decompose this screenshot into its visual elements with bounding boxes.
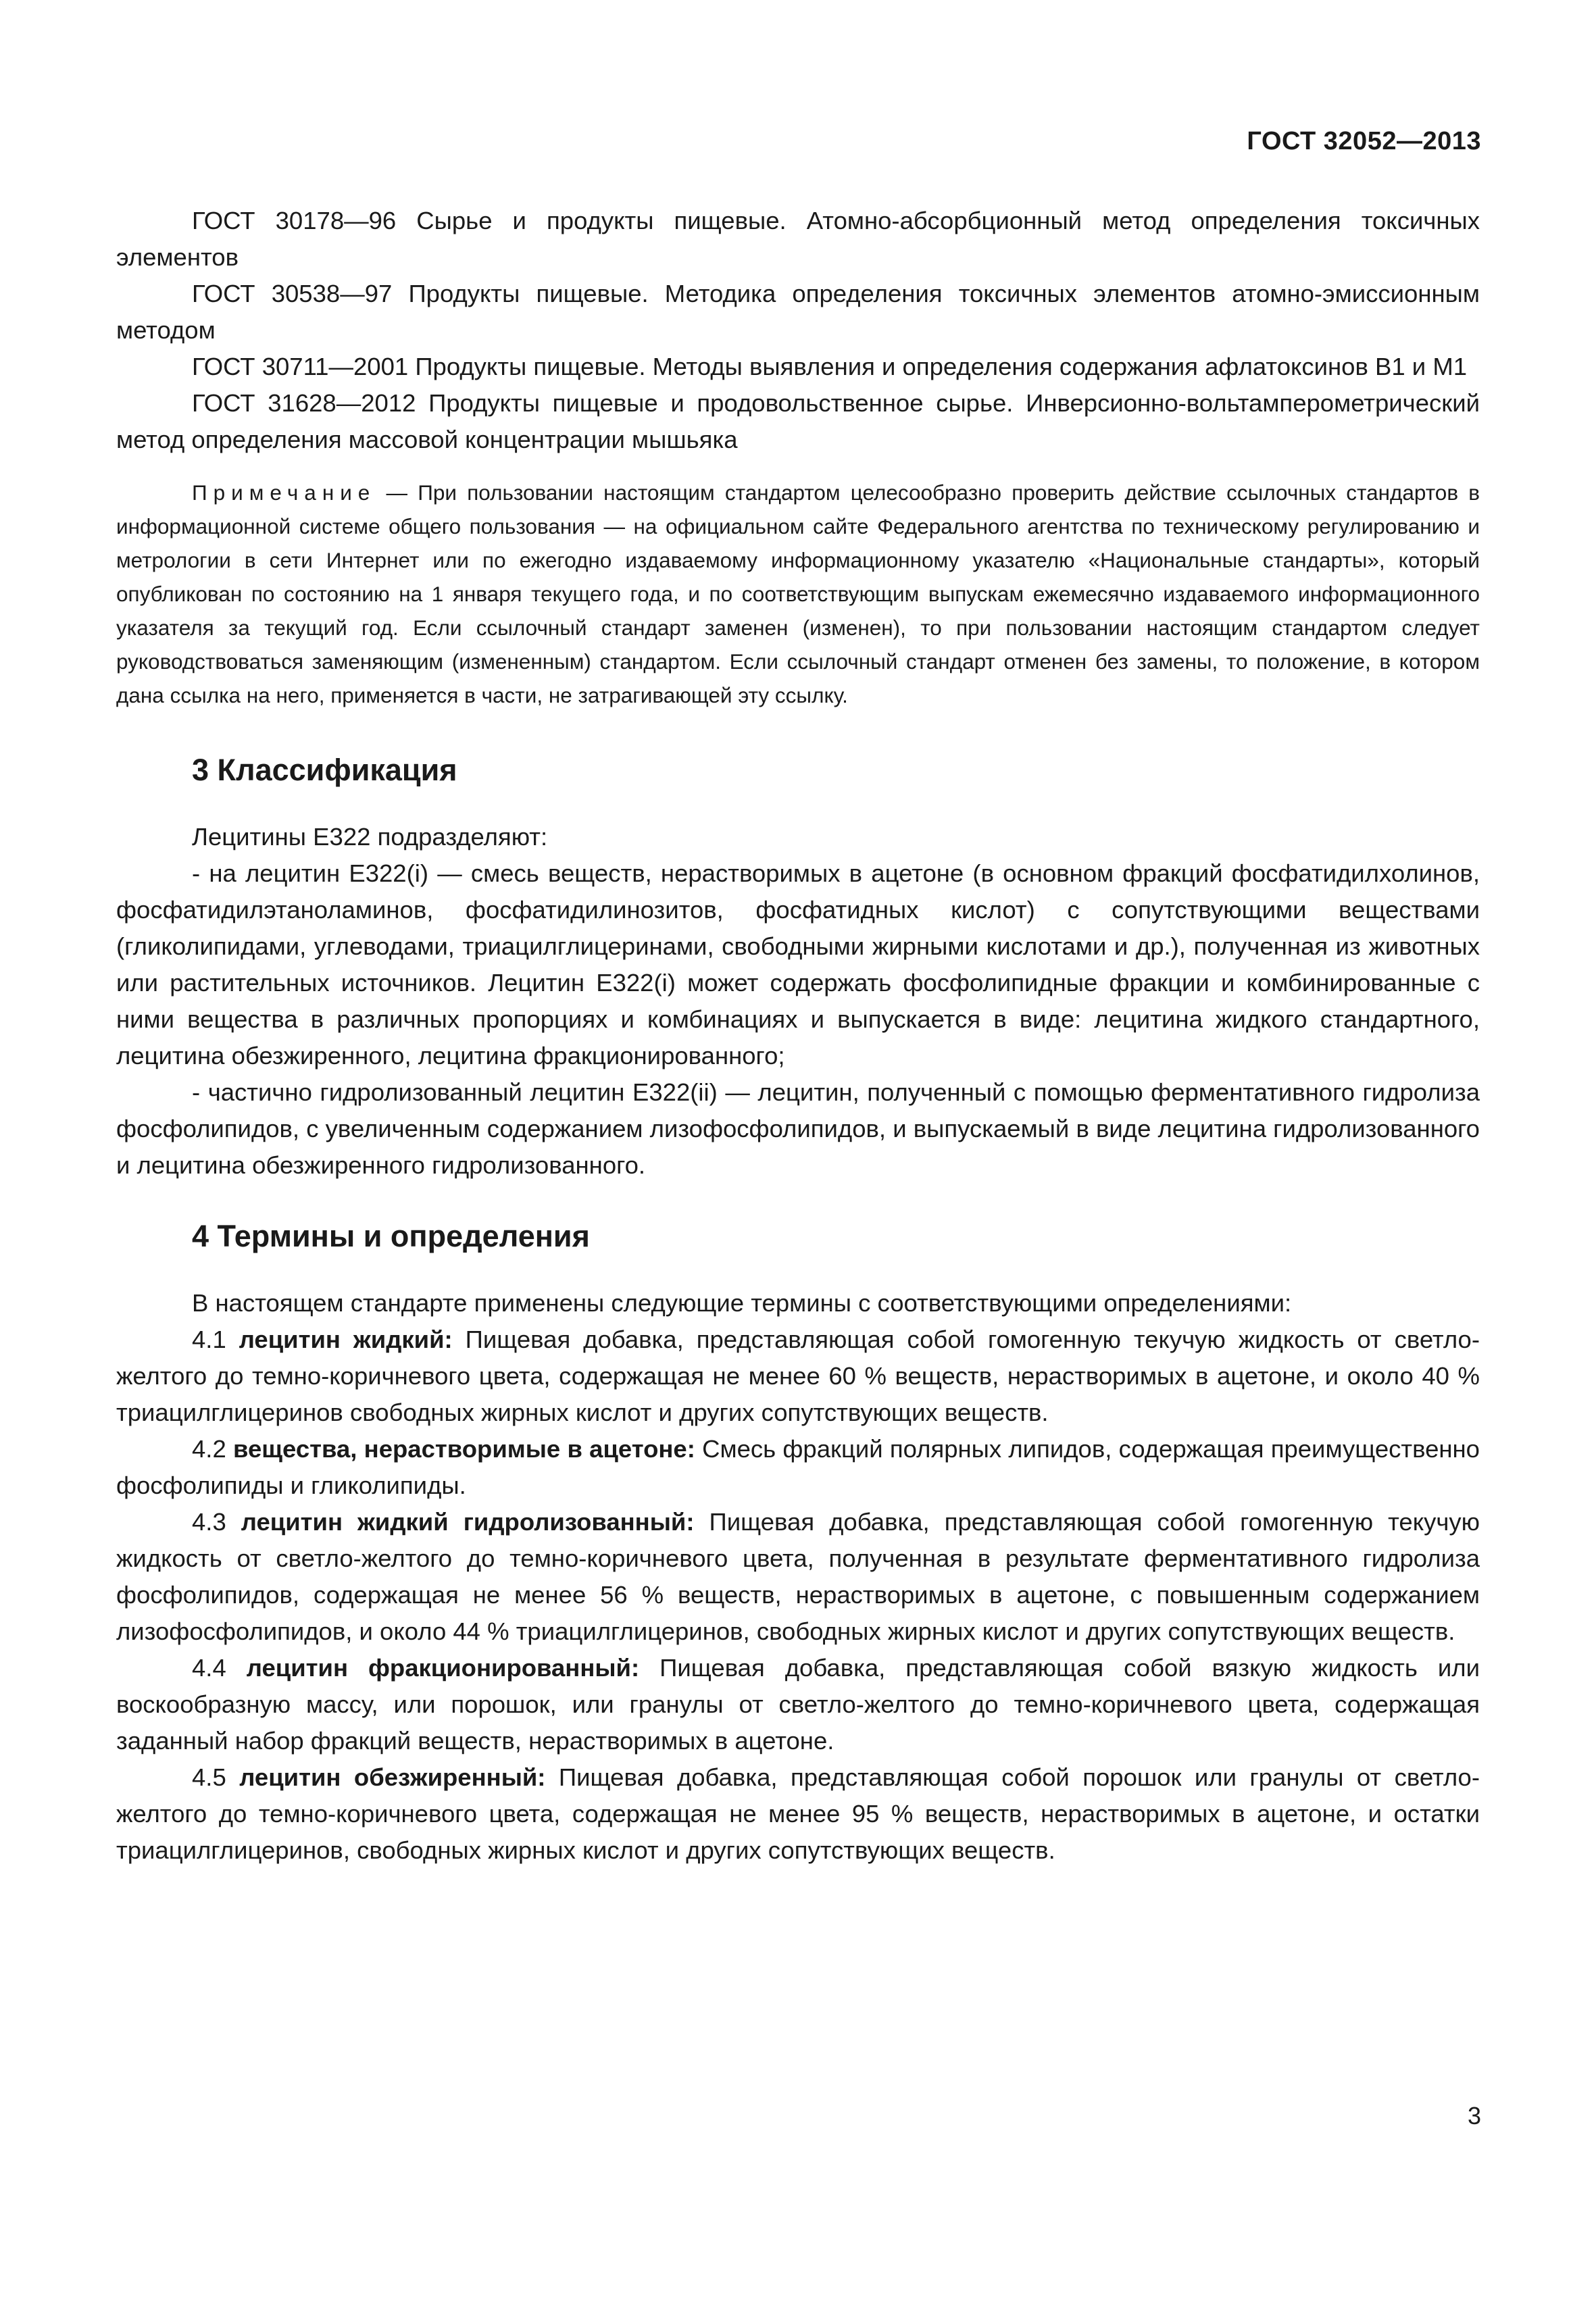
term-definition: Смесь фракций полярных липидов, содержащая преимущественно фосфолипиды и гликолипиды. — [116, 1435, 1480, 1499]
term-definition: Пищевая добавка, представляющая собой гомогенную текучую жидкость от светло-желтого до темно-коричневого цвета, полученная в результате ферментативного гидролиза фосфолипидов, содержащая не менее 56 % веществ, нерастворимых в ацетоне, с повышенным содержанием лизофосфолипидов, и около 44 % триацилглицеринов, свободных жирных кислот и других сопутствующих веществ. — [116, 1508, 1480, 1645]
section-3-intro: Лецитины Е322 подразделяют: — [192, 823, 548, 851]
section-4-intro: В настоящем стандарте применены следующие термины с соответствующими определениями: — [192, 1289, 1292, 1317]
page-content — [116, 203, 1480, 1869]
term-number: 4.3 — [192, 1508, 241, 1536]
section-4-heading: 4 Термины и определения — [192, 1219, 590, 1253]
note-text: — При пользовании настоящим стандартом целесообразно проверить действие ссылочных стандартов в информационной системе общего пользования — на официальном сайте Федерального агентства по техническому регулированию и метрологии в сети Интернет или по ежегодно издаваемому информационному указателю «Национальные стандарты», который опубликован по состоянию на 1 января текущего года, и по соответствующим выпускам ежемесячно издаваемого информационного указателя за текущий год. Если ссылочный стандарт заменен (изменен), то при пользовании настоящим стандартом следует руководствоваться заменяющим (измененным) стандартом. Если ссылочный стандарт отменен без замены, то положение, в котором дана ссылка на него, применяется в части, не затрагивающей эту ссылку. — [116, 480, 1480, 707]
note-paragraph — [116, 476, 1480, 712]
term-definition: Пищевая добавка, представляющая собой гомогенную текучую жидкость от светло-желтого до темно-коричневого цвета, содержащая не менее 60 % веществ, нерастворимых в ацетоне, и около 40 % триацилглицеринов свободных жирных кислот и других сопутствующих веществ. — [116, 1326, 1480, 1426]
page-number: 3 — [1467, 2102, 1481, 2130]
term-name: лецитин обезжиренный: — [239, 1763, 546, 1791]
term-name: вещества, нерастворимые в ацетоне: — [232, 1435, 695, 1463]
term-definition-4-4 — [116, 1650, 1480, 1759]
term-number: 4.4 — [192, 1654, 247, 1682]
document-code: ГОСТ 32052—2013 — [1247, 127, 1481, 155]
classification-item-e322ii: - частично гидролизованный лецитин Е322(ii) — лецитин, полученный с помощью ферментативного гидролиза фосфолипидов, с увеличенным содержанием лизофосфолипидов, и выпускаемый в виде лецитина гидролизованного и лецитина обезжиренного гидролизованного. — [116, 1078, 1480, 1179]
reference-gost-30538: ГОСТ 30538—97 Продукты пищевые. Методика определения токсичных элементов атомно-эмиссионным методом — [116, 280, 1480, 344]
term-definition-4-1 — [116, 1322, 1480, 1431]
term-definition: Пищевая добавка, представляющая собой вязкую жидкость или воскообразную массу, или порошок, или гранулы от светло-желтого до темно-коричневого цвета, содержащая заданный набор фракций веществ, нерастворимых в ацетоне. — [116, 1654, 1480, 1755]
term-name: лецитин жидкий гидролизованный: — [241, 1508, 695, 1536]
term-definition-4-5 — [116, 1759, 1480, 1869]
term-number: 4.5 — [192, 1763, 240, 1791]
note-label: Примечание — [192, 480, 376, 505]
reference-gost-30178: ГОСТ 30178—96 Сырье и продукты пищевые. Атомно-абсорбционный метод определения токсичных элементов — [116, 207, 1480, 271]
reference-gost-30711: ГОСТ 30711—2001 Продукты пищевые. Методы выявления и определения содержания афлатоксинов В1 и М1 — [192, 353, 1468, 380]
section-3-heading: 3 Классификация — [192, 753, 457, 787]
term-number: 4.2 — [192, 1435, 233, 1463]
term-number: 4.1 — [192, 1326, 239, 1353]
term-definition: Пищевая добавка, представляющая собой порошок или гранулы от светло-желтого до темно-коричневого цвета, содержащая не менее 95 % веществ, нерастворимых в ацетоне, и остатки триацилглицеринов, свободных жирных кислот и других сопутствующих веществ. — [116, 1763, 1480, 1864]
term-name: лецитин фракционированный: — [246, 1654, 640, 1682]
term-definition-4-2 — [116, 1431, 1480, 1504]
classification-item-e322i: - на лецитин Е322(i) — смесь веществ, нерастворимых в ацетоне (в основном фракций фосфатидилхолинов, фосфатидилэтаноламинов, фосфатидилинозитов, фосфатидных кислот) с сопутствующими веществами (гликолипидами, углеводами, триацилглицеринами, свободными жирными кислотами и др.), полученная из животных или растительных источников. Лецитин Е322(i) может содержать фосфолипидные фракции и комбинированные с ними вещества в различных пропорциях и комбинациях и выпускается в виде: лецитина жидкого стандартного, лецитина обезжиренного, лецитина фракционированного; — [116, 859, 1480, 1070]
reference-gost-31628: ГОСТ 31628—2012 Продукты пищевые и продовольственное сырье. Инверсионно-вольтамперометрический метод определения массовой концентрации мышьяка — [116, 389, 1480, 453]
term-definition-4-3 — [116, 1504, 1480, 1650]
term-name: лецитин жидкий: — [239, 1326, 453, 1353]
